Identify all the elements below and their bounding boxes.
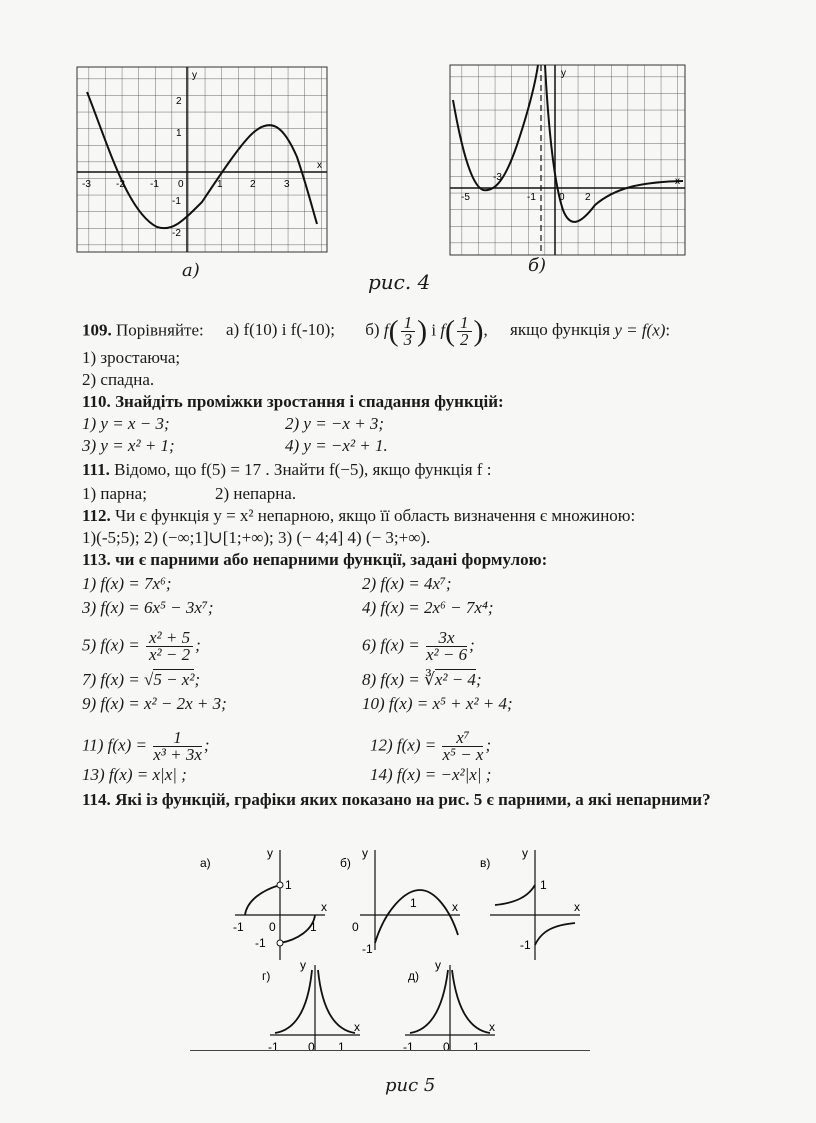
graph-5c	[490, 846, 580, 960]
svg-text:0: 0	[178, 179, 184, 190]
p113-f8: 8) f(x) = ∛x² − 4;	[362, 670, 482, 689]
svg-text:2: 2	[585, 192, 591, 203]
problem-109: 109. Порівняйте: а) f(10) і f(-10); б) f( $\frac{1}{3}$ ) і f( $\frac{1}{2}$ ), якщо функція y = f(x):	[82, 313, 671, 349]
problem-114: 114. Які із функцій, графіки яких показано на рис. 5 є парними, а які непарними?	[82, 790, 711, 809]
problem-113: 113. чи є парними або непарними функції, задані формулою:	[82, 550, 548, 569]
figure-5-graphs	[170, 835, 770, 1065]
p113-f13: 13) f(x) = x|x| ;	[82, 765, 187, 784]
graph-5b	[352, 846, 460, 956]
svg-text:-1: -1	[255, 936, 266, 950]
svg-text:y: y	[561, 68, 566, 79]
p109-item2: 2) спадна.	[82, 370, 155, 389]
svg-text:в): в)	[480, 856, 491, 870]
problem-112: 112. Чи є функція y = x² непарною, якщо її область визначення є множиною:	[82, 506, 636, 525]
fig5-caption: рис 5	[385, 1075, 436, 1096]
p113-f11: 11) f(x) = $\frac{1}{\text{x³ + 3x}}$ ;	[82, 728, 210, 764]
graph-5d	[268, 958, 360, 1054]
svg-text:x: x	[574, 900, 580, 914]
svg-text:д): д)	[408, 969, 419, 983]
p113-f10: 10) f(x) = x⁵ + x² + 4;	[362, 694, 513, 713]
svg-text:-5: -5	[461, 192, 470, 203]
p113-f14: 14) f(x) = −x²|x| ;	[370, 765, 492, 784]
svg-text:x: x	[317, 160, 322, 171]
p113-f5: 5) f(x) = $\frac{\text{x² + 5}}{\text{x² − 2}}$ ;	[82, 628, 201, 664]
p113-f12: 12) f(x) = $\frac{\text{x⁷}}{\text{x⁵ − x}}$ ;	[370, 728, 492, 764]
svg-text:-2: -2	[116, 179, 125, 190]
p112-options: 1)(-5;5); 2) (−∞;1]∪[1;+∞); 3) (− 4;4] 4) (− 3;+∞).	[82, 528, 431, 547]
svg-text:0: 0	[559, 192, 565, 203]
svg-text:1: 1	[217, 179, 223, 190]
p110-item2: 2) y = −x + 3;	[285, 414, 385, 433]
svg-text:y: y	[362, 846, 368, 860]
p113-f1: 1) f(x) = 7x⁶;	[82, 574, 172, 593]
p113-f6: 6) f(x) = $\frac{3x}{\text{x² − 6}}$ ;	[362, 628, 475, 664]
svg-text:б): б)	[340, 856, 351, 870]
svg-text:а): а)	[200, 856, 211, 870]
svg-text:-1: -1	[362, 942, 373, 956]
svg-text:1: 1	[176, 128, 182, 139]
svg-text:0: 0	[269, 920, 276, 934]
problem-110: 110. Знайдіть проміжки зростання і спадання функцій:	[82, 392, 504, 411]
p113-f4: 4) f(x) = 2x⁶ − 7x⁴;	[362, 598, 494, 617]
svg-text:2: 2	[176, 96, 182, 107]
svg-text:-1: -1	[268, 1040, 279, 1054]
svg-text:-1: -1	[172, 196, 181, 207]
svg-text:0: 0	[308, 1040, 315, 1054]
p110-item3: 3) y = x² + 1;	[82, 436, 175, 455]
fig4a-label: а)	[182, 260, 200, 281]
svg-text:1: 1	[410, 896, 417, 910]
p109-item1: 1) зростаюча;	[82, 348, 181, 367]
svg-text:x: x	[452, 900, 458, 914]
svg-text:-1: -1	[403, 1040, 414, 1054]
svg-text:y: y	[267, 846, 273, 860]
svg-text:2: 2	[250, 179, 256, 190]
fig4b-label: б)	[528, 255, 547, 276]
svg-text:-1: -1	[233, 920, 244, 934]
figure-4b-graph	[445, 60, 690, 260]
svg-text:x: x	[321, 900, 327, 914]
svg-text:y: y	[192, 70, 197, 81]
p113-f2: 2) f(x) = 4x⁷;	[362, 574, 452, 593]
svg-text:1: 1	[473, 1040, 480, 1054]
svg-text:y: y	[522, 846, 528, 860]
svg-text:-1: -1	[520, 938, 531, 952]
fig4-caption: рис. 4	[368, 270, 431, 294]
divider-line	[190, 1050, 590, 1051]
problem-number: 109.	[82, 320, 112, 340]
problem-111: 111. Відомо, що f(5) = 17 . Знайти f(−5), якщо функція f :	[82, 460, 492, 479]
graph-5a	[233, 846, 327, 960]
svg-text:-1: -1	[150, 179, 159, 190]
p113-f7: 7) f(x) = √5 − x²;	[82, 670, 201, 689]
p110-item4: 4) y = −x² + 1.	[285, 436, 388, 455]
svg-text:-3: -3	[493, 172, 502, 183]
p111-item2: 2) непарна.	[215, 484, 297, 503]
svg-text:-3: -3	[82, 179, 91, 190]
svg-text:x: x	[675, 176, 680, 187]
svg-text:1: 1	[540, 878, 547, 892]
svg-text:-2: -2	[172, 228, 181, 239]
svg-text:1: 1	[338, 1040, 345, 1054]
svg-text:0: 0	[352, 920, 359, 934]
svg-text:y: y	[435, 958, 441, 972]
p111-item1: 1) парна;	[82, 484, 147, 503]
svg-text:y: y	[300, 958, 306, 972]
svg-text:3: 3	[284, 179, 290, 190]
svg-text:1: 1	[310, 920, 317, 934]
p113-f9: 9) f(x) = x² − 2x + 3;	[82, 694, 227, 713]
svg-text:0: 0	[443, 1040, 450, 1054]
svg-text:x: x	[354, 1020, 360, 1034]
p113-f3: 3) f(x) = 6x⁵ − 3x⁷;	[82, 598, 214, 617]
svg-text:x: x	[489, 1020, 495, 1034]
p110-item1: 1) y = x − 3;	[82, 414, 170, 433]
svg-text:1: 1	[285, 878, 292, 892]
figure-4a-graph	[72, 62, 332, 257]
svg-text:-1: -1	[527, 192, 536, 203]
svg-text:г): г)	[262, 969, 271, 983]
